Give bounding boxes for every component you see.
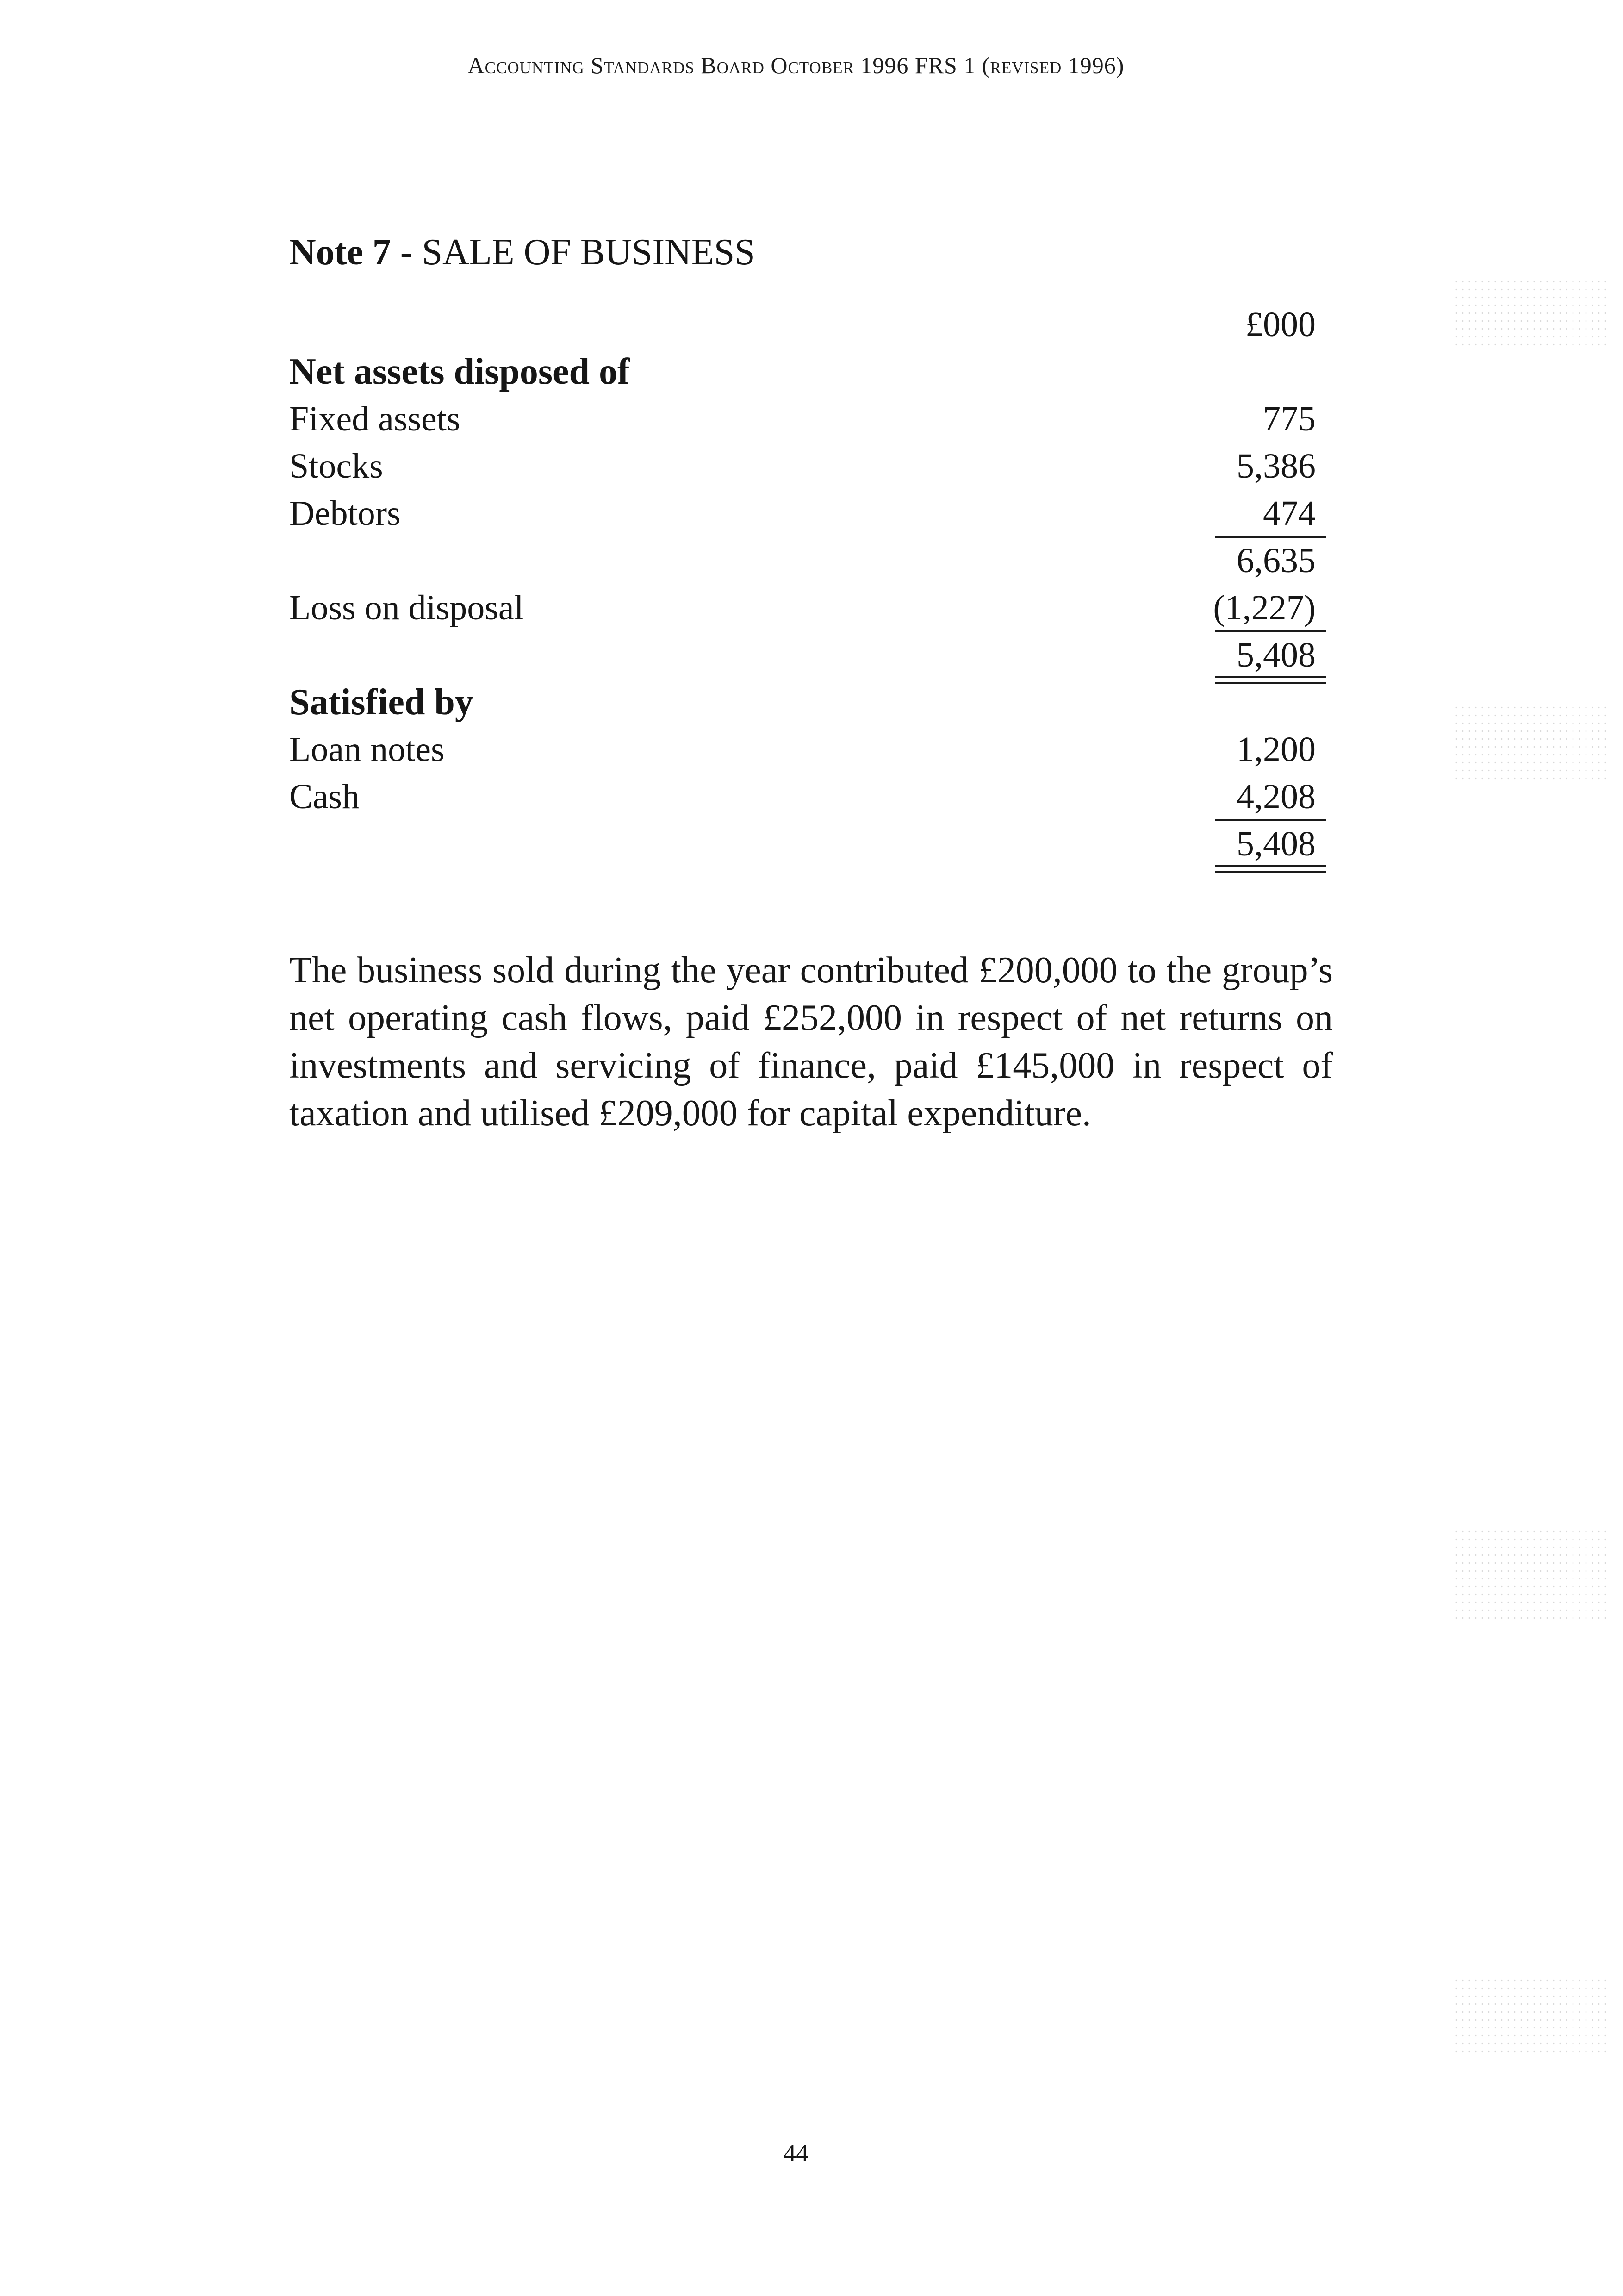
loss-label: Loss on disposal	[289, 588, 524, 627]
table-row	[289, 773, 1326, 820]
scan-speckle	[1453, 278, 1611, 347]
table-row	[289, 726, 1326, 773]
note-heading: SALE OF BUSINESS	[422, 232, 755, 273]
page-number: 44	[784, 2139, 808, 2167]
double-underline-rule	[1215, 676, 1326, 678]
scan-speckle	[1453, 1977, 1611, 2055]
running-header-text: Accounting Standards Board October 1996 FRS 1 (revised 1996)	[467, 52, 1125, 78]
scan-speckle	[1453, 704, 1611, 782]
row-amount: 1,200	[1237, 730, 1316, 769]
explanatory-paragraph: The business sold during the year contributed £200,000 to the group’s net operating cash flows, paid £252,000 in respect of net returns on investments and servicing of finance, paid £145,000 in respect of taxation and utilised £209,000 for capital expenditure.	[289, 950, 1333, 1134]
running-header	[0, 52, 1592, 79]
net-total-amount: 5,408	[1237, 636, 1316, 674]
net-assets-heading-row	[289, 348, 1326, 395]
currency-heading: £000	[1245, 305, 1316, 344]
note-title	[289, 234, 755, 271]
satisfied-heading-row	[289, 679, 1326, 726]
net-total-row	[289, 631, 1326, 679]
row-label: Cash	[289, 777, 360, 816]
scan-speckle	[1453, 1528, 1611, 1620]
subtotal-row	[289, 537, 1326, 584]
loss-row	[289, 584, 1326, 631]
row-amount: 4,208	[1237, 777, 1316, 816]
row-amount: 775	[1263, 399, 1316, 438]
row-label: Debtors	[289, 494, 401, 533]
disposal-table	[289, 301, 1326, 867]
row-label: Stocks	[289, 447, 383, 486]
row-amount: 5,386	[1237, 447, 1316, 486]
note-number: Note 7 -	[289, 232, 413, 273]
double-underline-rule	[1215, 865, 1326, 867]
satisfied-heading: Satisfied by	[289, 682, 473, 723]
row-label: Loan notes	[289, 730, 445, 769]
double-underline-rule	[1215, 871, 1326, 873]
satisfied-total-row	[289, 820, 1326, 867]
row-label: Fixed assets	[289, 399, 460, 438]
table-row	[289, 395, 1326, 443]
net-assets-heading: Net assets disposed of	[289, 351, 630, 392]
loss-amount: (1,227)	[1213, 588, 1316, 627]
currency-row	[289, 301, 1326, 348]
satisfied-total-amount: 5,408	[1237, 824, 1316, 863]
row-amount: 474	[1263, 494, 1316, 533]
subtotal-amount: 6,635	[1237, 541, 1316, 580]
table-row	[289, 490, 1326, 537]
table-row	[289, 443, 1326, 490]
